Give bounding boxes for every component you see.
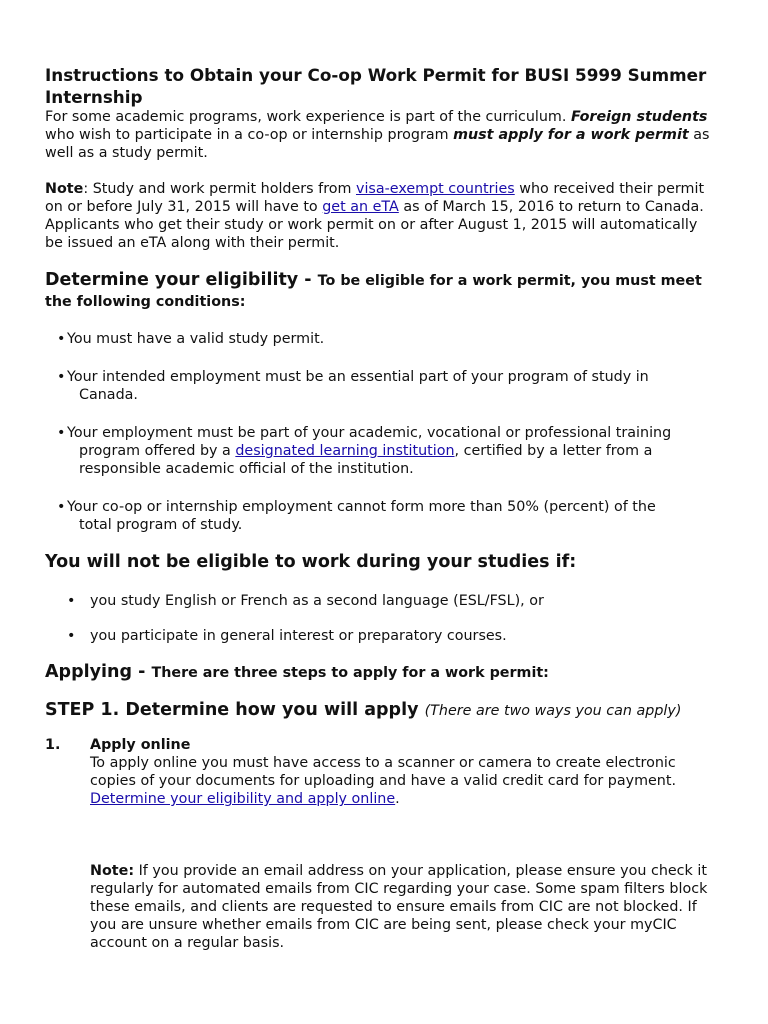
eta-note-paragraph	[45, 180, 716, 252]
visa-exempt-countries-link[interactable]: visa-exempt countries	[355, 181, 515, 197]
step-1-heading	[45, 699, 716, 722]
bullet-marker: •	[57, 499, 66, 515]
apply-online-text: To apply online you must have access to a scanner or camera to create electronic copies of your documents for uploading and have a valid credit card for payment.	[90, 755, 677, 789]
email-note-label: Note:	[90, 863, 135, 879]
email-note-paragraph	[45, 862, 716, 952]
apply-online-link[interactable]: Determine your eligibility and apply online	[90, 791, 396, 807]
condition-text-continued: total program of study.	[79, 517, 243, 533]
get-eta-link[interactable]: get an eTA	[322, 199, 399, 215]
intro-paragraph	[45, 108, 716, 162]
bullet-marker: •	[57, 369, 66, 385]
condition-text-continued	[67, 442, 716, 478]
intro-text-3: as well as a study permit.	[45, 127, 710, 161]
condition-text: You must have a valid study permit.	[67, 331, 325, 347]
applying-subheading: There are three steps to apply for a work permit:	[151, 665, 549, 681]
bullet-marker: •	[57, 425, 66, 441]
apply-online-title: Apply online	[90, 737, 191, 753]
designated-learning-institution-link[interactable]: designated learning institution	[235, 443, 455, 459]
eta-note-text-1: : Study and work permit holders from	[83, 181, 356, 197]
intro-text-2: who wish to participate in a co-op or internship program	[45, 127, 454, 143]
not-eligible-list	[45, 592, 716, 645]
list-item	[57, 424, 716, 478]
bullet-marker: •	[57, 331, 66, 347]
intro-emphasis-foreign-students: Foreign students	[570, 109, 708, 125]
condition-text-after-link: , certified by a letter from a responsible academic official of the institution.	[79, 443, 653, 477]
bullet-marker: •	[67, 593, 76, 609]
condition-text-before-link: program offered by a	[79, 443, 236, 459]
eta-note-label: Note	[45, 181, 84, 197]
list-item	[57, 368, 716, 404]
condition-text: Your intended employment must be an essential part of your program of study in	[67, 369, 649, 385]
list-item	[57, 330, 716, 348]
intro-emphasis-work-permit: must apply for a work permit	[453, 127, 689, 143]
condition-text-continued: Canada.	[79, 387, 138, 403]
list-item	[45, 736, 716, 808]
eta-note-text-3: as of March 15, 2016 to return to Canada. Applicants who get their study or work permit on or after August 1, 2015 will automatically be issued an eTA along with their permit.	[45, 199, 704, 251]
eligibility-conditions-list	[45, 330, 716, 534]
email-note-text: If you provide an email address on your application, please ensure you check it regularly for automated emails from CIC regarding your case. Some spam filters block these emails, and clients are requested to ensure emails from CIC are not blocked. If you are unsure whether emails from CIC are being sent, please check your myCIC account on a regular basis.	[90, 863, 708, 951]
eta-note-text-2: who received their permit on or before July 31, 2015 will have to	[45, 181, 705, 215]
apply-methods-list	[45, 736, 716, 808]
not-eligible-text: you study English or French as a second language (ESL/FSL), or	[90, 593, 544, 609]
step-1-heading-main: STEP 1. Determine how you will apply	[45, 700, 425, 720]
not-eligible-text: you participate in general interest or preparatory courses.	[90, 628, 507, 644]
step-1-note: (There are two ways you can apply)	[424, 703, 682, 719]
applying-heading	[45, 662, 716, 683]
list-item	[67, 627, 716, 645]
bullet-marker: •	[67, 628, 76, 644]
applying-heading-main: Applying -	[45, 662, 152, 682]
not-eligible-heading: You will not be eligible to work during your studies if:	[45, 552, 577, 572]
list-item	[57, 498, 716, 534]
intro-text-1: For some academic programs, work experience is part of the curriculum.	[45, 109, 571, 125]
eligibility-heading-main: Determine your eligibility -	[45, 270, 318, 290]
apply-online-period: .	[395, 791, 400, 807]
document-title: Instructions to Obtain your Co-op Work Permit for BUSI 5999 Summer Internship	[45, 65, 707, 107]
list-number: 1.	[45, 737, 61, 753]
eligibility-heading	[45, 270, 716, 312]
eligibility-subheading: To be eligible for a work permit, you must meet the following conditions:	[45, 273, 702, 310]
condition-text: Your co-op or internship employment cannot form more than 50% (percent) of the	[67, 499, 656, 515]
list-item	[67, 592, 716, 610]
condition-text: Your employment must be part of your academic, vocational or professional training	[67, 425, 672, 441]
